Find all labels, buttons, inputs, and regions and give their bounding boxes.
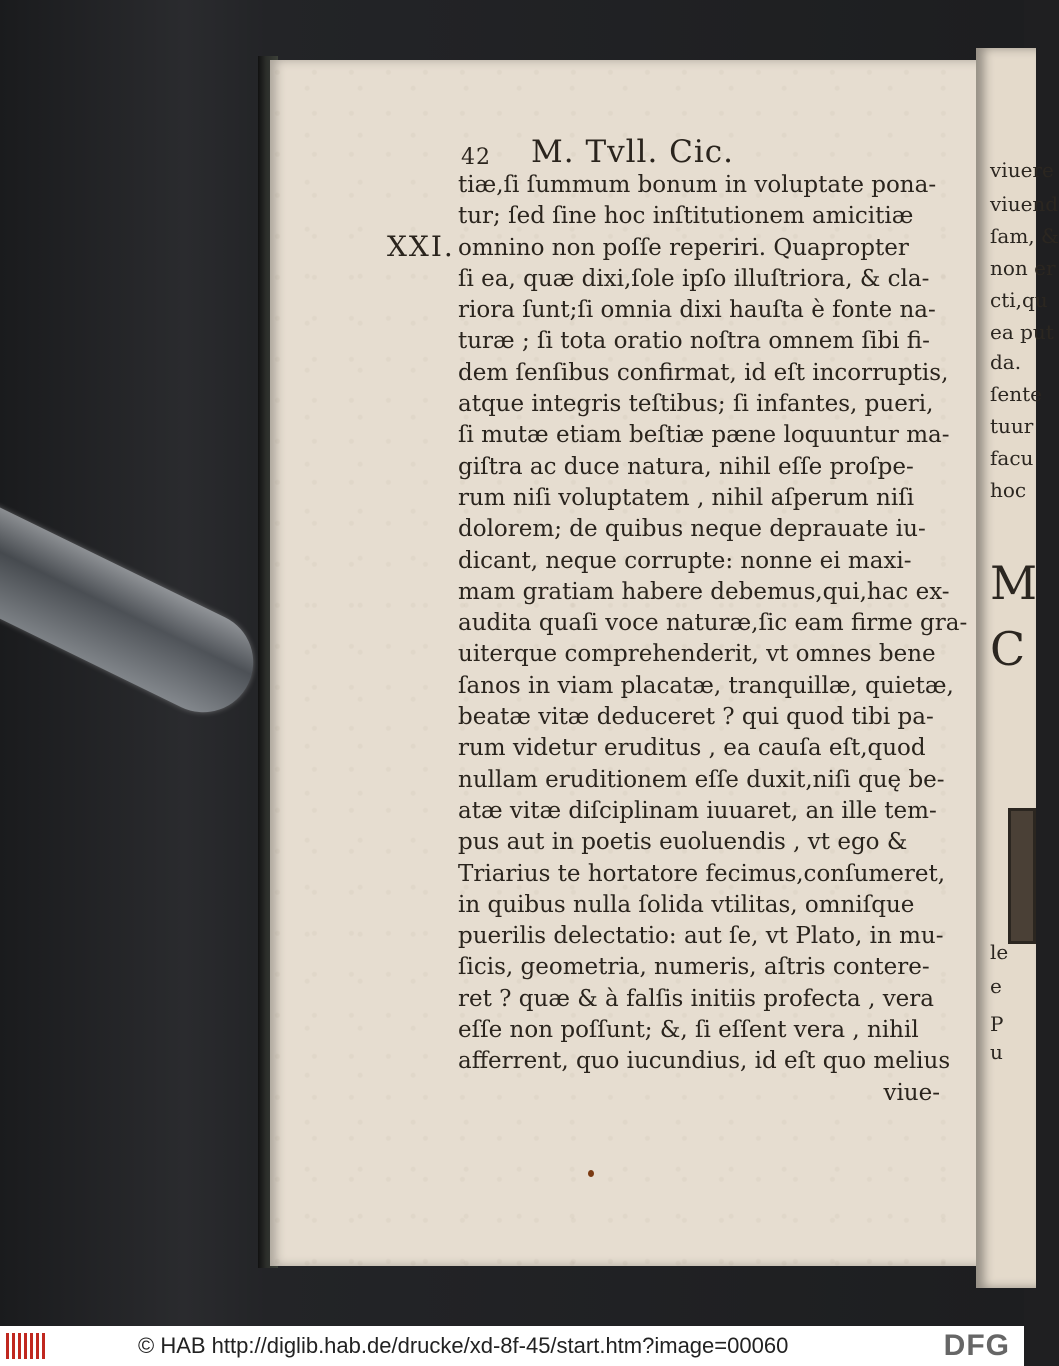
- running-title: M. Tvll. Cic.: [531, 134, 735, 170]
- chapter-marker: XXI.: [387, 230, 455, 263]
- text-line: beatæ vitæ deduceret ? qui quod tibi pa-: [458, 704, 934, 731]
- facing-page-fragment: hoc: [990, 478, 1027, 502]
- text-line: in quibus nulla ſolida vtilitas, omniſque: [458, 891, 915, 918]
- facing-page-fragment: tuur: [990, 414, 1034, 438]
- text-line: nullam eruditionem eſſe duxit,niſi quę be-: [458, 766, 945, 793]
- text-line: giſtra ac duce natura, nihil eſſe proſpe-: [458, 453, 914, 480]
- facing-page-fragment: cti,qu: [990, 288, 1048, 312]
- facing-page-fragment: ſam, &: [990, 224, 1059, 248]
- dfg-logo: DFG: [943, 1329, 1010, 1362]
- facing-page-fragment: ſente: [990, 382, 1042, 406]
- text-line: tiæ,ſi ſummum bonum in voluptate pona-: [458, 172, 937, 198]
- text-line: ſi ea, quæ dixi,ſole ipſo illuſtriora, & cla-: [458, 265, 930, 292]
- text-line: ſicis, geometria, numeris, aſtris contere-: [458, 954, 930, 981]
- text-line: dem ſenſibus confirmat, id eſt incorruptis,: [458, 359, 949, 386]
- glass-pointer-weight: [0, 488, 270, 729]
- facing-page-fragment: P: [990, 1012, 1004, 1036]
- ink-dot: [588, 1170, 594, 1177]
- body-text: [458, 170, 968, 1109]
- facing-page-fragment: viuere: [990, 158, 1054, 182]
- facing-page-large-letter: M: [990, 556, 1038, 610]
- facing-page-fragment: viuend: [990, 192, 1059, 216]
- facing-page-fragment: facu: [990, 446, 1034, 470]
- text-line: dicant, neque corrupte: nonne ei maxi-: [458, 547, 912, 574]
- text-line: dolorem; de quibus neque deprauate iu-: [458, 516, 926, 543]
- text-line: ſi mutæ etiam beſtiæ pæne loquuntur ma-: [458, 422, 950, 449]
- facing-page-fragment: da.: [990, 350, 1022, 374]
- text-line: ſanos in viam placatæ, tranquillæ, quietæ,: [458, 672, 954, 699]
- text-line: turæ ; ſi tota oratio noſtra omnem ſibi fi-: [458, 328, 930, 355]
- text-line: Triarius te hortatore fecimus,conſumeret,: [458, 860, 946, 887]
- text-line: atque integris teſtibus; ſi infantes, pueri,: [458, 391, 934, 418]
- catchword: viue-: [883, 1079, 940, 1106]
- text-line: riora ſunt;ſi omnia dixi hauſta è fonte na-: [458, 297, 936, 324]
- text-line: puerilis delectatio: aut ſe, vt Plato, in mu-: [458, 923, 944, 950]
- facing-page-fragment: e: [990, 974, 1002, 998]
- facing-page-ornament: [1008, 808, 1036, 944]
- copyright-url[interactable]: © HAB http://diglib.hab.de/drucke/xd-8f-45/start.htm?image=00060: [138, 1333, 789, 1358]
- text-line: audita quaſi voce naturæ,ſic eam firme gra-: [458, 610, 968, 637]
- text-line: mam gratiam habere debemus,qui,hac ex-: [458, 578, 950, 605]
- viewer-footer: [0, 1326, 1024, 1366]
- facing-page-fragment: non er: [990, 256, 1056, 280]
- hab-logo-icon: [6, 1333, 46, 1359]
- facing-page-fragment: le: [990, 940, 1009, 964]
- text-line: pus aut in poetis euoluendis , vt ego &: [458, 829, 908, 856]
- text-line: omnino non poſſe reperiri. Quapropter: [458, 234, 909, 261]
- text-line: afferrent, quo iucundius, id eſt quo melius: [458, 1048, 951, 1075]
- text-line: rum niſi voluptatem , nihil aſperum niſi: [458, 484, 915, 511]
- text-line: ret ? quæ & à falſis initiis profecta , vera: [458, 985, 935, 1012]
- page-number: 42: [461, 145, 491, 170]
- text-line: rum videtur eruditus , ea cauſa eſt,quod: [458, 735, 926, 762]
- running-header: [461, 134, 821, 170]
- facing-page-large-letter: C: [990, 622, 1026, 676]
- text-line: uiterque comprehenderit, vt omnes bene: [458, 641, 936, 668]
- text-line: tur; ſed ſine hoc inſtitutionem amicitiæ: [458, 203, 914, 230]
- facing-page-fragment: ea put: [990, 320, 1054, 344]
- facing-page-fragment: u: [990, 1040, 1003, 1064]
- text-line: eſſe non poſſunt; &, ſi eſſent vera , nihil: [458, 1017, 919, 1044]
- text-line: atæ vitæ diſciplinam iuuaret, an ille tem-: [458, 797, 937, 824]
